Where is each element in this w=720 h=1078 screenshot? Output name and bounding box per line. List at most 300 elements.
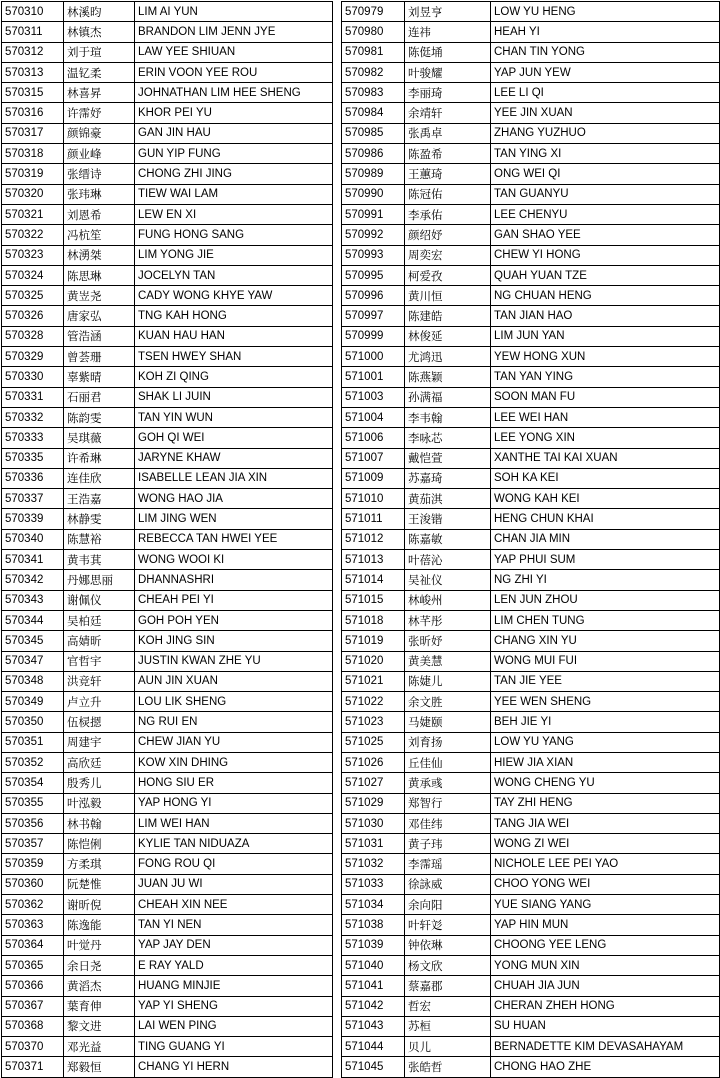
table-row xyxy=(2,732,333,752)
table-row xyxy=(342,2,720,22)
student-id-cell: 570996 xyxy=(342,286,405,306)
table-row xyxy=(342,529,720,549)
english-name-cell: LEE WEI HAN xyxy=(491,407,720,427)
english-name-cell: CHONG HAO ZHE xyxy=(491,1057,720,1077)
table-row xyxy=(2,915,333,935)
table-row xyxy=(2,184,333,204)
english-name-cell: BEH JIE YI xyxy=(491,712,720,732)
student-id-cell: 570991 xyxy=(342,204,405,224)
student-id-cell: 570364 xyxy=(2,935,64,955)
table-row xyxy=(2,144,333,164)
english-name-cell: REBECCA TAN HWEI YEE xyxy=(135,529,333,549)
english-name-cell: E RAY YALD xyxy=(135,955,333,975)
english-name-cell: WONG ZI WEI xyxy=(491,834,720,854)
english-name-cell: TANG JIA WEI xyxy=(491,813,720,833)
student-id-cell: 570324 xyxy=(2,265,64,285)
table-row xyxy=(342,895,720,915)
chinese-name-cell: 丘佳仙 xyxy=(405,752,491,772)
english-name-cell: XANTHE TAI KAI XUAN xyxy=(491,448,720,468)
table-row xyxy=(342,265,720,285)
student-id-cell: 570339 xyxy=(2,509,64,529)
student-id-cell: 570312 xyxy=(2,42,64,62)
table-row xyxy=(342,62,720,82)
chinese-name-cell: 陈婕儿 xyxy=(405,671,491,691)
roster-table-right-body xyxy=(342,2,720,1078)
student-id-cell: 570331 xyxy=(2,387,64,407)
table-row xyxy=(342,955,720,975)
chinese-name-cell: 辜紫晴 xyxy=(64,367,135,387)
chinese-name-cell: 陈建皓 xyxy=(405,306,491,326)
table-row xyxy=(342,326,720,346)
chinese-name-cell: 林喜昇 xyxy=(64,83,135,103)
table-row xyxy=(2,468,333,488)
table-row xyxy=(2,347,333,367)
table-row xyxy=(2,996,333,1016)
english-name-cell: CHEW YI HONG xyxy=(491,245,720,265)
table-row xyxy=(2,813,333,833)
chinese-name-cell: 吴琪薇 xyxy=(64,428,135,448)
english-name-cell: CHOO YONG WEI xyxy=(491,874,720,894)
student-id-cell: 570359 xyxy=(2,854,64,874)
student-id-cell: 570983 xyxy=(342,83,405,103)
student-id-cell: 570313 xyxy=(2,62,64,82)
english-name-cell: YEW HONG XUN xyxy=(491,347,720,367)
english-name-cell: ERIN VOON YEE ROU xyxy=(135,62,333,82)
student-id-cell: 570351 xyxy=(2,732,64,752)
table-row xyxy=(2,712,333,732)
student-id-cell: 570337 xyxy=(2,489,64,509)
table-row xyxy=(2,590,333,610)
chinese-name-cell: 王浚锴 xyxy=(405,509,491,529)
chinese-name-cell: 林溪昀 xyxy=(64,2,135,22)
student-id-cell: 570329 xyxy=(2,347,64,367)
english-name-cell: GOH POH YEN xyxy=(135,610,333,630)
chinese-name-cell: 尤鸿迅 xyxy=(405,347,491,367)
student-id-cell: 570322 xyxy=(2,225,64,245)
chinese-name-cell: 刘昱亨 xyxy=(405,2,491,22)
chinese-name-cell: 陈恺俐 xyxy=(64,834,135,854)
chinese-name-cell: 余靖轩 xyxy=(405,103,491,123)
student-id-cell: 570336 xyxy=(2,468,64,488)
table-row xyxy=(342,813,720,833)
chinese-name-cell: 陈燕颖 xyxy=(405,367,491,387)
english-name-cell: LEE LI QI xyxy=(491,83,720,103)
chinese-name-cell: 叶觉丹 xyxy=(64,935,135,955)
chinese-name-cell: 张玮琳 xyxy=(64,184,135,204)
chinese-name-cell: 叶骏耀 xyxy=(405,62,491,82)
student-id-cell: 571026 xyxy=(342,752,405,772)
student-id-cell: 571032 xyxy=(342,854,405,874)
table-row xyxy=(342,387,720,407)
student-id-cell: 570981 xyxy=(342,42,405,62)
english-name-cell: NICHOLE LEE PEI YAO xyxy=(491,854,720,874)
english-name-cell: HONG SIU ER xyxy=(135,773,333,793)
student-id-cell: 570332 xyxy=(2,407,64,427)
student-id-cell: 570340 xyxy=(2,529,64,549)
student-id-cell: 570363 xyxy=(2,915,64,935)
table-row xyxy=(2,286,333,306)
english-name-cell: CADY WONG KHYE YAW xyxy=(135,286,333,306)
table-row xyxy=(2,550,333,570)
table-row xyxy=(2,793,333,813)
student-id-cell: 571045 xyxy=(342,1057,405,1077)
student-id-cell: 571010 xyxy=(342,489,405,509)
table-row xyxy=(342,184,720,204)
english-name-cell: TAN YING XI xyxy=(491,144,720,164)
table-row xyxy=(342,407,720,427)
table-row xyxy=(2,306,333,326)
student-id-cell: 570348 xyxy=(2,671,64,691)
table-row xyxy=(342,996,720,1016)
chinese-name-cell: 许希琳 xyxy=(64,448,135,468)
chinese-name-cell: 林俊延 xyxy=(405,326,491,346)
english-name-cell: ZHANG YUZHUO xyxy=(491,123,720,143)
table-row xyxy=(342,834,720,854)
chinese-name-cell: 谢佩仪 xyxy=(64,590,135,610)
student-id-cell: 570344 xyxy=(2,610,64,630)
table-row xyxy=(342,712,720,732)
english-name-cell: JARYNE KHAW xyxy=(135,448,333,468)
chinese-name-cell: 卢立升 xyxy=(64,692,135,712)
table-row xyxy=(342,610,720,630)
student-id-cell: 571038 xyxy=(342,915,405,935)
english-name-cell: ISABELLE LEAN JIA XIN xyxy=(135,468,333,488)
english-name-cell: GAN JIN HAU xyxy=(135,123,333,143)
chinese-name-cell: 郑智行 xyxy=(405,793,491,813)
chinese-name-cell: 颜锦豪 xyxy=(64,123,135,143)
roster-table-left-body xyxy=(2,2,333,1078)
student-id-cell: 570985 xyxy=(342,123,405,143)
table-row xyxy=(342,590,720,610)
table-row xyxy=(342,550,720,570)
english-name-cell: LAI WEN PING xyxy=(135,1016,333,1036)
table-row xyxy=(342,631,720,651)
chinese-name-cell: 徐詠威 xyxy=(405,874,491,894)
english-name-cell: JOCELYN TAN xyxy=(135,265,333,285)
student-id-cell: 570992 xyxy=(342,225,405,245)
student-id-cell: 570311 xyxy=(2,22,64,42)
student-id-cell: 570979 xyxy=(342,2,405,22)
english-name-cell: SHAK LI JUIN xyxy=(135,387,333,407)
english-name-cell: FONG ROU QI xyxy=(135,854,333,874)
student-id-cell: 570360 xyxy=(2,874,64,894)
table-row xyxy=(342,347,720,367)
student-id-cell: 570349 xyxy=(2,692,64,712)
chinese-name-cell: 黄川恒 xyxy=(405,286,491,306)
english-name-cell: CHUAH JIA JUN xyxy=(491,976,720,996)
table-row xyxy=(342,204,720,224)
english-name-cell: TAN YAN YING xyxy=(491,367,720,387)
chinese-name-cell: 林镇杰 xyxy=(64,22,135,42)
table-row xyxy=(2,752,333,772)
student-id-cell: 571006 xyxy=(342,428,405,448)
student-id-cell: 571000 xyxy=(342,347,405,367)
english-name-cell: TAY ZHI HENG xyxy=(491,793,720,813)
english-name-cell: TSEN HWEY SHAN xyxy=(135,347,333,367)
chinese-name-cell: 陈韵雯 xyxy=(64,407,135,427)
table-row xyxy=(342,428,720,448)
student-id-cell: 570357 xyxy=(2,834,64,854)
chinese-name-cell: 邓佳纬 xyxy=(405,813,491,833)
english-name-cell: YAP HIN MUN xyxy=(491,915,720,935)
student-id-cell: 571007 xyxy=(342,448,405,468)
table-row xyxy=(342,225,720,245)
chinese-name-cell: 冯杭笙 xyxy=(64,225,135,245)
table-row xyxy=(2,692,333,712)
table-row xyxy=(2,834,333,854)
table-row xyxy=(342,245,720,265)
student-id-cell: 570355 xyxy=(2,793,64,813)
student-id-cell: 571031 xyxy=(342,834,405,854)
student-id-cell: 571030 xyxy=(342,813,405,833)
english-name-cell: NG ZHI YI xyxy=(491,570,720,590)
chinese-name-cell: 王浩嘉 xyxy=(64,489,135,509)
student-id-cell: 571003 xyxy=(342,387,405,407)
student-id-cell: 570321 xyxy=(2,204,64,224)
english-name-cell: QUAH YUAN TZE xyxy=(491,265,720,285)
table-row xyxy=(342,570,720,590)
table-row xyxy=(2,671,333,691)
chinese-name-cell: 林湧桀 xyxy=(64,245,135,265)
english-name-cell: CHAN JIA MIN xyxy=(491,529,720,549)
chinese-name-cell: 丹娜思丽 xyxy=(64,570,135,590)
table-row xyxy=(2,1037,333,1057)
student-id-cell: 571013 xyxy=(342,550,405,570)
english-name-cell: AUN JIN XUAN xyxy=(135,671,333,691)
student-id-cell: 571025 xyxy=(342,732,405,752)
english-name-cell: FUNG HONG SANG xyxy=(135,225,333,245)
student-id-cell: 570984 xyxy=(342,103,405,123)
table-row xyxy=(342,773,720,793)
english-name-cell: YEE JIN XUAN xyxy=(491,103,720,123)
english-name-cell: LEN JUN ZHOU xyxy=(491,590,720,610)
chinese-name-cell: 余向阳 xyxy=(405,895,491,915)
chinese-name-cell: 吴祉仪 xyxy=(405,570,491,590)
english-name-cell: YAP JUN YEW xyxy=(491,62,720,82)
english-name-cell: JUSTIN KWAN ZHE YU xyxy=(135,651,333,671)
table-row xyxy=(2,2,333,22)
student-id-cell: 570343 xyxy=(2,590,64,610)
table-row xyxy=(342,103,720,123)
english-name-cell: TAN JIE YEE xyxy=(491,671,720,691)
student-id-cell: 570342 xyxy=(2,570,64,590)
student-id-cell: 571029 xyxy=(342,793,405,813)
table-row xyxy=(342,935,720,955)
table-row xyxy=(2,83,333,103)
student-id-cell: 570310 xyxy=(2,2,64,22)
student-id-cell: 571001 xyxy=(342,367,405,387)
table-row xyxy=(342,164,720,184)
student-id-cell: 570323 xyxy=(2,245,64,265)
chinese-name-cell: 马婕颐 xyxy=(405,712,491,732)
english-name-cell: HIEW JIA XIAN xyxy=(491,752,720,772)
chinese-name-cell: 陈思琳 xyxy=(64,265,135,285)
table-row xyxy=(342,367,720,387)
table-row xyxy=(2,62,333,82)
roster-page xyxy=(1,1,719,1075)
chinese-name-cell: 许霈妤 xyxy=(64,103,135,123)
english-name-cell: LIM YONG JIE xyxy=(135,245,333,265)
english-name-cell: TAN YI NEN xyxy=(135,915,333,935)
english-name-cell: LIM CHEN TUNG xyxy=(491,610,720,630)
english-name-cell: NG RUI EN xyxy=(135,712,333,732)
student-id-cell: 571033 xyxy=(342,874,405,894)
student-id-cell: 570335 xyxy=(2,448,64,468)
chinese-name-cell: 钟依琳 xyxy=(405,935,491,955)
english-name-cell: GUN YIP FUNG xyxy=(135,144,333,164)
student-id-cell: 570320 xyxy=(2,184,64,204)
english-name-cell: CHANG XIN YU xyxy=(491,631,720,651)
table-row xyxy=(2,326,333,346)
table-row xyxy=(342,915,720,935)
chinese-name-cell: 陈逸能 xyxy=(64,915,135,935)
student-id-cell: 570352 xyxy=(2,752,64,772)
chinese-name-cell: 陈慧裕 xyxy=(64,529,135,549)
english-name-cell: LOU LIK SHENG xyxy=(135,692,333,712)
chinese-name-cell: 连佳欣 xyxy=(64,468,135,488)
chinese-name-cell: 颜绍妤 xyxy=(405,225,491,245)
table-row xyxy=(342,671,720,691)
english-name-cell: KOH JING SIN xyxy=(135,631,333,651)
student-id-cell: 570354 xyxy=(2,773,64,793)
student-id-cell: 570370 xyxy=(2,1037,64,1057)
chinese-name-cell: 王蕙琦 xyxy=(405,164,491,184)
english-name-cell: CHEAH XIN NEE xyxy=(135,895,333,915)
student-id-cell: 571019 xyxy=(342,631,405,651)
chinese-name-cell: 苏桓 xyxy=(405,1016,491,1036)
student-id-cell: 570990 xyxy=(342,184,405,204)
table-row xyxy=(2,42,333,62)
english-name-cell: TAN YIN WUN xyxy=(135,407,333,427)
table-row xyxy=(342,448,720,468)
english-name-cell: CHOONG YEE LENG xyxy=(491,935,720,955)
english-name-cell: KYLIE TAN NIDUAZA xyxy=(135,834,333,854)
chinese-name-cell: 黎文进 xyxy=(64,1016,135,1036)
table-row xyxy=(2,367,333,387)
english-name-cell: SOON MAN FU xyxy=(491,387,720,407)
chinese-name-cell: 余文胜 xyxy=(405,692,491,712)
table-row xyxy=(342,651,720,671)
chinese-name-cell: 李韦翰 xyxy=(405,407,491,427)
student-id-cell: 570326 xyxy=(2,306,64,326)
student-id-cell: 571023 xyxy=(342,712,405,732)
table-row xyxy=(342,874,720,894)
english-name-cell: LIM AI YUN xyxy=(135,2,333,22)
student-id-cell: 570315 xyxy=(2,83,64,103)
chinese-name-cell: 黄韦萁 xyxy=(64,550,135,570)
chinese-name-cell: 伍棂摁 xyxy=(64,712,135,732)
chinese-name-cell: 李承佑 xyxy=(405,204,491,224)
english-name-cell: KOH ZI QING xyxy=(135,367,333,387)
chinese-name-cell: 黄承彧 xyxy=(405,773,491,793)
table-row xyxy=(2,955,333,975)
student-id-cell: 570993 xyxy=(342,245,405,265)
table-row xyxy=(2,976,333,996)
table-row xyxy=(2,407,333,427)
chinese-name-cell: 郑毅恒 xyxy=(64,1057,135,1077)
chinese-name-cell: 刘于瑄 xyxy=(64,42,135,62)
english-name-cell: WONG CHENG YU xyxy=(491,773,720,793)
chinese-name-cell: 黄岦尧 xyxy=(64,286,135,306)
table-row xyxy=(2,1016,333,1036)
english-name-cell: YAP YI SHENG xyxy=(135,996,333,1016)
student-id-cell: 571011 xyxy=(342,509,405,529)
english-name-cell: JOHNATHAN LIM HEE SHENG xyxy=(135,83,333,103)
chinese-name-cell: 孙满福 xyxy=(405,387,491,407)
chinese-name-cell: 陈侹埇 xyxy=(405,42,491,62)
table-row xyxy=(2,651,333,671)
english-name-cell: LIM WEI HAN xyxy=(135,813,333,833)
student-id-cell: 570371 xyxy=(2,1057,64,1077)
table-row xyxy=(342,144,720,164)
student-id-cell: 571027 xyxy=(342,773,405,793)
chinese-name-cell: 李丽琦 xyxy=(405,83,491,103)
english-name-cell: WONG HAO JIA xyxy=(135,489,333,509)
table-row xyxy=(342,793,720,813)
student-id-cell: 570330 xyxy=(2,367,64,387)
student-id-cell: 570333 xyxy=(2,428,64,448)
english-name-cell: JUAN JU WI xyxy=(135,874,333,894)
english-name-cell: LEE YONG XIN xyxy=(491,428,720,448)
table-row xyxy=(2,509,333,529)
chinese-name-cell: 刘育扬 xyxy=(405,732,491,752)
student-id-cell: 570368 xyxy=(2,1016,64,1036)
chinese-name-cell: 葉育伸 xyxy=(64,996,135,1016)
table-row xyxy=(342,286,720,306)
student-id-cell: 570989 xyxy=(342,164,405,184)
english-name-cell: LIM JING WEN xyxy=(135,509,333,529)
chinese-name-cell: 林静雯 xyxy=(64,509,135,529)
student-id-cell: 571022 xyxy=(342,692,405,712)
english-name-cell: BRANDON LIM JENN JYE xyxy=(135,22,333,42)
chinese-name-cell: 苏嘉琦 xyxy=(405,468,491,488)
english-name-cell: HENG CHUN KHAI xyxy=(491,509,720,529)
chinese-name-cell: 方柔琪 xyxy=(64,854,135,874)
table-row xyxy=(2,103,333,123)
roster-table-right xyxy=(341,1,720,1078)
chinese-name-cell: 陈盈希 xyxy=(405,144,491,164)
chinese-name-cell: 张皓哲 xyxy=(405,1057,491,1077)
chinese-name-cell: 周建宇 xyxy=(64,732,135,752)
chinese-name-cell: 叶蓓沁 xyxy=(405,550,491,570)
chinese-name-cell: 黄子玮 xyxy=(405,834,491,854)
english-name-cell: CHEAH PEI YI xyxy=(135,590,333,610)
table-row xyxy=(2,631,333,651)
chinese-name-cell: 张昕妤 xyxy=(405,631,491,651)
student-id-cell: 570362 xyxy=(2,895,64,915)
student-id-cell: 570982 xyxy=(342,62,405,82)
table-row xyxy=(342,123,720,143)
student-id-cell: 570328 xyxy=(2,326,64,346)
table-row xyxy=(2,1057,333,1077)
english-name-cell: LOW YU YANG xyxy=(491,732,720,752)
chinese-name-cell: 陈冠佑 xyxy=(405,184,491,204)
table-row xyxy=(342,83,720,103)
chinese-name-cell: 余日尧 xyxy=(64,955,135,975)
table-row xyxy=(2,428,333,448)
english-name-cell: WONG KAH KEI xyxy=(491,489,720,509)
student-id-cell: 571034 xyxy=(342,895,405,915)
chinese-name-cell: 温钇柔 xyxy=(64,62,135,82)
table-row xyxy=(342,509,720,529)
table-row xyxy=(342,1057,720,1077)
english-name-cell: LEE CHENYU xyxy=(491,204,720,224)
english-name-cell: HUANG MINJIE xyxy=(135,976,333,996)
chinese-name-cell: 官哲宇 xyxy=(64,651,135,671)
table-row xyxy=(342,22,720,42)
table-row xyxy=(2,529,333,549)
english-name-cell: KHOR PEI YU xyxy=(135,103,333,123)
